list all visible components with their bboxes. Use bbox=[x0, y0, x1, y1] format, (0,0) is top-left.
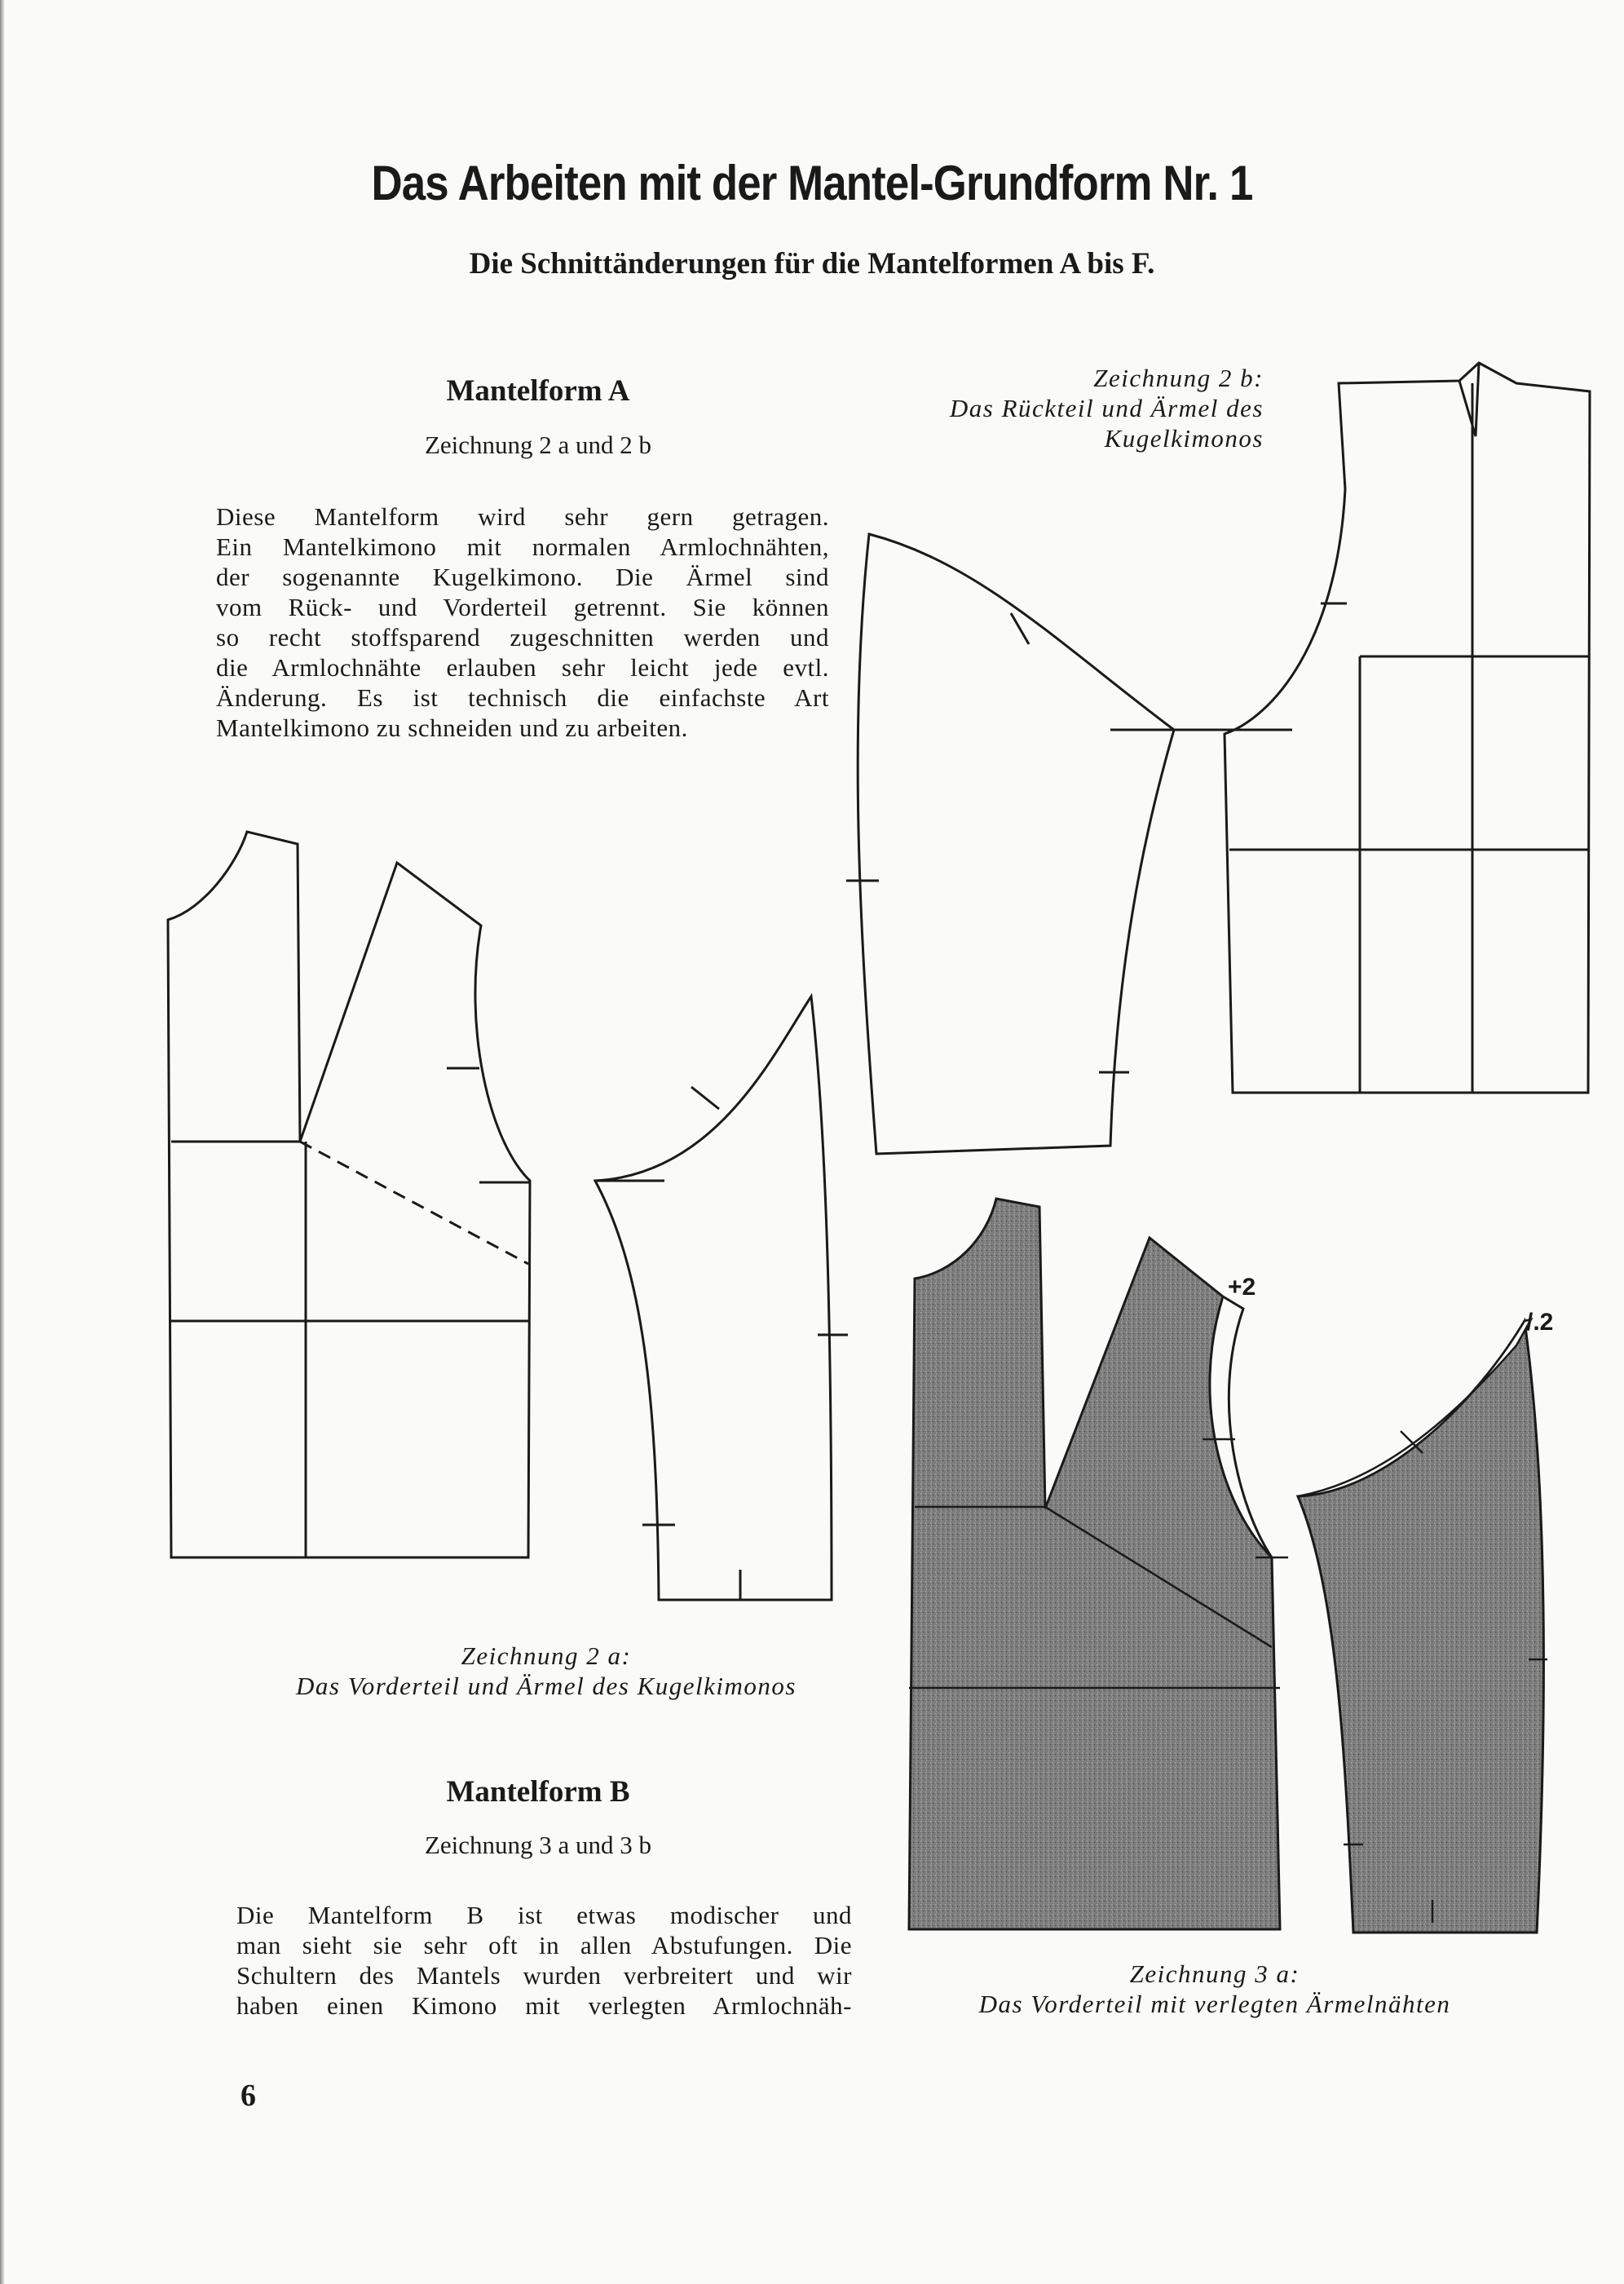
paragraph-line: Schultern des Mantels wurden verbreitert und wir bbox=[236, 1961, 852, 1990]
caption-line: Kugelkimonos bbox=[1104, 424, 1264, 453]
paragraph-line: haben einen Kimono mit verlegten Armlochnäh- bbox=[236, 1991, 852, 2020]
paragraph-line: so recht stoffsparend zugeschnitten werden und bbox=[216, 623, 829, 652]
page-number: 6 bbox=[241, 2079, 256, 2113]
section-a-drawing-ref: Zeichnung 2 a und 2 b bbox=[424, 431, 652, 459]
section-a-heading: Mantelform A bbox=[446, 374, 630, 408]
paragraph-line: man sieht sie sehr oft in allen Abstufungen. Die bbox=[236, 1931, 852, 1959]
caption-line: Das Vorderteil mit verlegten Ärmelnähten bbox=[978, 1990, 1451, 2018]
caption-label: Zeichnung 2 b: bbox=[1093, 364, 1264, 392]
paragraph-line: Diese Mantelform wird sehr gern getragen. bbox=[216, 502, 829, 531]
section-b-heading: Mantelform B bbox=[446, 1775, 630, 1809]
drawing-3a-front-piece bbox=[909, 1199, 1288, 1929]
page-title: Das Arbeiten mit der Mantel-Grundform Nr. 1 bbox=[371, 156, 1253, 210]
caption-line: Das Vorderteil und Ärmel des Kugelkimonos bbox=[296, 1672, 797, 1700]
page-subtitle: Die Schnittänderungen für die Mantelformen A bis F. bbox=[469, 247, 1155, 281]
drawing-2a-front-piece bbox=[168, 832, 530, 1557]
drawing-3a-sleeve bbox=[1298, 1319, 1547, 1933]
section-b-drawing-ref: Zeichnung 3 a und 3 b bbox=[424, 1831, 652, 1859]
caption-label: Zeichnung 2 a: bbox=[461, 1641, 632, 1670]
caption-label: Zeichnung 3 a: bbox=[1129, 1959, 1300, 1988]
paragraph-line: der sogenannte Kugelkimono. Die Ärmel sind bbox=[216, 563, 829, 591]
paragraph-line: Die Mantelform B ist etwas modischer und bbox=[236, 1901, 852, 1929]
paragraph-line: Änderung. Es ist technisch die einfachste Art bbox=[216, 683, 829, 712]
adjustment-label-times-two: /.2 bbox=[1526, 1309, 1554, 1336]
drawing-2a-sleeve bbox=[595, 996, 848, 1600]
paragraph-line: Ein Mantelkimono mit normalen Armlochnähten, bbox=[216, 532, 829, 561]
drawing-2b-sleeve bbox=[846, 534, 1223, 1154]
paragraph-line: die Armlochnähte erlauben sehr leicht jede evtl. bbox=[216, 653, 829, 682]
caption-line: Das Rückteil und Ärmel des bbox=[949, 394, 1264, 422]
drawing-2b-back-piece bbox=[1219, 363, 1590, 1093]
adjustment-label-plus-two: +2 bbox=[1228, 1274, 1256, 1301]
paragraph-line: Mantelkimono zu schneiden und zu arbeiten. bbox=[216, 713, 688, 742]
paragraph-line: vom Rück- und Vorderteil getrennt. Sie können bbox=[216, 593, 829, 621]
